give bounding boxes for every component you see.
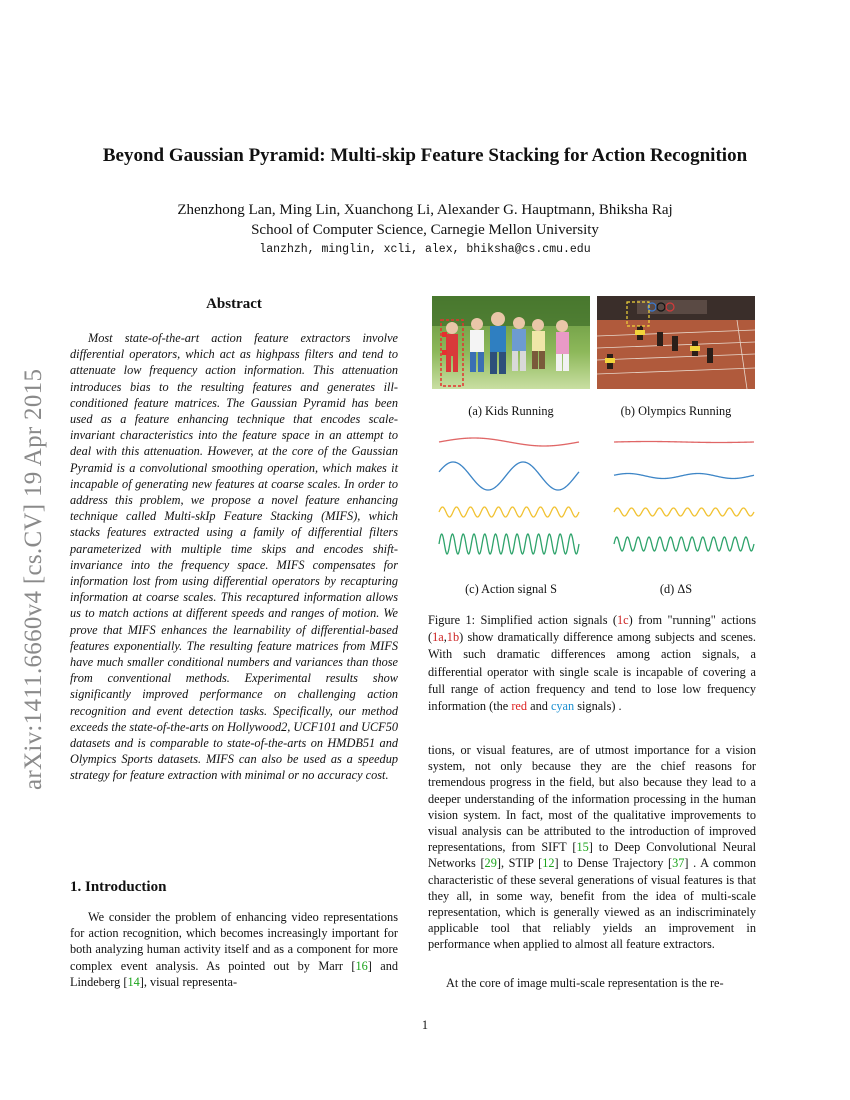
intro-text-b: ] and Lindeberg [ — [70, 958, 398, 989]
authors: Zhenzhong Lan, Ming Lin, Xuanchong Li, Alexander G. Hauptmann, Bhiksha Raj — [177, 202, 673, 218]
olympics-running-photo — [597, 296, 755, 389]
signal-c-red — [439, 438, 579, 446]
affiliation: School of Computer Science, Carnegie Mellon University — [251, 222, 599, 238]
signal-d-green — [614, 537, 754, 551]
caption-text-a: Figure 1: Simplified action signals ( — [428, 613, 617, 627]
caption-cyan-word: cyan — [550, 699, 575, 714]
intro-text-a: We consider the problem of enhancing video representations for action recognition, which becomes increasingly important for both analyzing human activity itself and as a component for more complex event analysis. As pointed out by Marr [ — [70, 910, 398, 973]
caption-text-d: signals) . — [574, 699, 622, 714]
introduction-heading: 1. Introduction — [70, 879, 167, 895]
page-number: 1 — [421, 1018, 429, 1032]
right-text-e: ] . A common characteristic of these several generations of visual features is that they all, in some way, benefit from the idea of multi-scale representation, which is generally viewed as an indiscriminately applicable tool that reliably yields an improvement in performance when applied to almost all feature extractors. — [428, 856, 756, 952]
subcaption-a: (a) Kids Running — [468, 404, 554, 418]
signal-d-blue — [614, 474, 754, 479]
right-column-paragraph-2: At the core of image multi-scale representation is the re- — [446, 976, 724, 990]
abstract-heading: Abstract — [206, 296, 262, 312]
delta-signal-plot — [613, 432, 755, 562]
intro-text-c: ], visual representa- — [139, 974, 238, 989]
right-text-d: ] to Dense Trajectory [ — [554, 856, 673, 871]
caption-and: and — [527, 699, 551, 714]
signal-c-blue — [439, 462, 579, 490]
signal-c-green — [439, 534, 579, 554]
right-text-b: ] to Deep Convolutional Neural Networks [ — [428, 840, 756, 871]
paper-title: Beyond Gaussian Pyramid: Multi-skip Feature Stacking for Action Recognition — [102, 145, 748, 166]
caption-comma: , — [443, 630, 447, 645]
right-column-paragraph — [428, 742, 756, 953]
caption-red-word: red — [511, 699, 528, 714]
subcaption-b: (b) Olympics Running — [620, 404, 732, 418]
kids-running-photo — [432, 296, 590, 389]
caption-text-c: ) show dramatically difference among subjects and scenes. With such dramatic differences among action signals, a differential operator with single scale is incapable of covering a full range of action frequency and tend to lose low frequency information (the — [428, 630, 756, 714]
author-block — [40, 200, 810, 240]
citation-12[interactable]: 12 — [542, 856, 555, 871]
citation-29[interactable]: 29 — [484, 856, 497, 871]
figure-ref-1a[interactable]: 1a — [432, 630, 444, 645]
subcaption-c: (c) Action signal S — [465, 582, 557, 596]
caption-text-b: ) from "running" actions ( — [428, 613, 756, 645]
introduction-paragraph — [70, 909, 398, 990]
abstract-text: Most state-of-the-art action feature extractors involve differential operators, which act as highpass filters and tend to attenuate low frequency action information. This attenuation introduces bias to the resulting features and generates ill-conditioned feature matrices. The Gaussian Pyramid has been used as a feature enhancing technique that encodes scale-invariant characteristics into the feature space in an attempt to deal with this attenuation. However, at the core of the Gaussian Pyramid is a convolutional smoothing operation, which makes it incapable of generating new features at coarse scales. In order to address this problem, we propose a novel feature enhancing technique called Multi-skIp Feature Stacking (MIFS), which stacks features extracted using a family of differential filters parameterized with multiple time skips and encodes shift-invariance into the frequency space. MIFS compensates for information lost from using differential operators by recapturing information at coarse scales. This recaptured information allows us to match actions at different speeds and ranges of motion. We prove that MIFS enhances the learnability of differential-based features exponentially. The resulting feature matrices from MIFS have much smaller conditional numbers and variances than those from conventional methods. Experimental results show significantly improved performance on challenging action recognition and event detection tasks. Specifically, our method exceeds the state-of-the-arts on Hollywood2, UCF101 and UCF50 datasets and is comparable to state-of-the-arts on HMDB51 and Olympics Sports datasets. MIFS can also be used as a speedup strategy for feature extraction with minimal or no accuracy cost. — [70, 331, 398, 783]
signal-c-yellow — [439, 507, 579, 517]
citation-14[interactable]: 14 — [127, 974, 140, 989]
figure-ref-1b[interactable]: 1b — [446, 630, 460, 645]
emails: lanzhzh, minglin, xcli, alex, bhiksha@cs.cmu.edu — [259, 243, 591, 256]
action-signal-plot — [438, 432, 580, 562]
figure-ref-1c[interactable]: 1c — [617, 613, 629, 627]
signal-d-yellow — [614, 508, 754, 516]
citation-16[interactable]: 16 — [355, 958, 368, 973]
figure-caption — [428, 612, 756, 715]
arxiv-identifier: arXiv:1411.6660v4 [cs.CV] 19 Apr 2015 — [20, 368, 47, 790]
subcaption-d: (d) ΔS — [659, 582, 693, 596]
right-text-a: tions, or visual features, are of utmost importance for a vision system, not only because they are the chief reasons for tremendous progress in the field, but also because they lead to a deeper understanding of the information processing in the human vision system. In fact, most of the qualitative improvements to visual analysis can be attributed to the introduction of improved representations, from SIFT [ — [428, 743, 756, 855]
right-text-c: ], STIP [ — [496, 856, 543, 871]
citation-37[interactable]: 37 — [672, 856, 685, 871]
signal-d-red — [614, 442, 754, 443]
figure-1 — [428, 296, 758, 616]
citation-15[interactable]: 15 — [576, 840, 589, 855]
